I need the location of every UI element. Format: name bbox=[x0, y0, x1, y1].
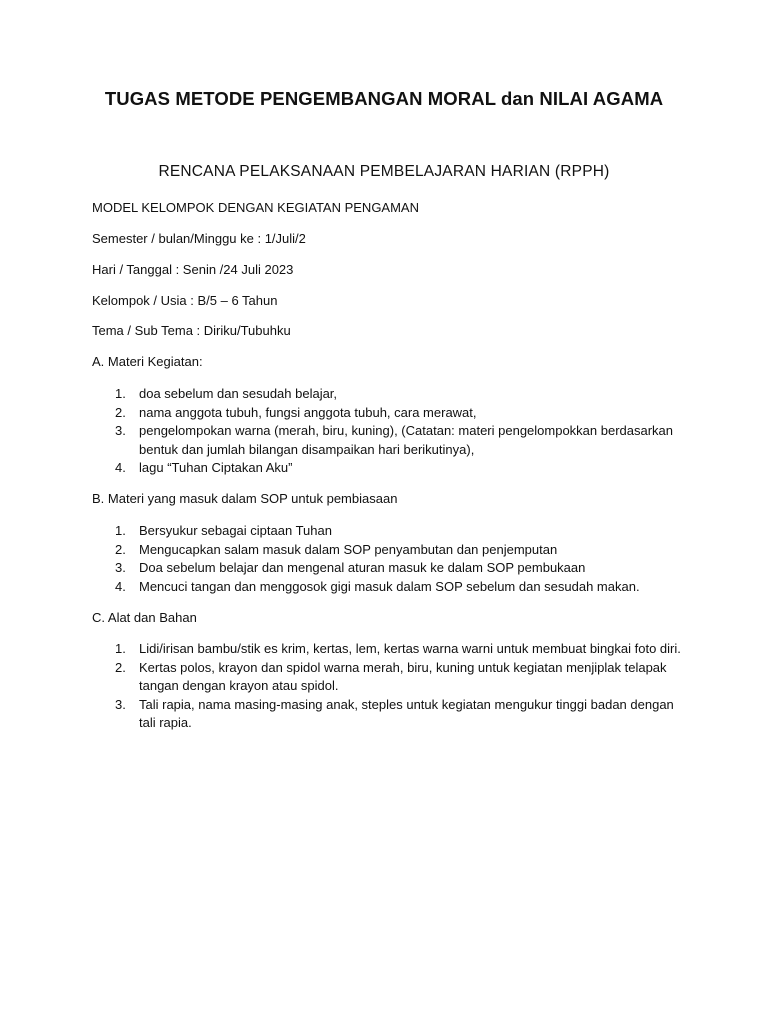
list-item bbox=[92, 459, 682, 478]
list-item bbox=[92, 559, 682, 578]
list-item-text: nama anggota tubuh, fungsi anggota tubuh, cara merawat, bbox=[139, 404, 477, 420]
list-item-text: Mengucapkan salam masuk dalam SOP penyambutan dan penjemputan bbox=[139, 541, 558, 557]
section-c-heading: C. Alat dan Bahan bbox=[92, 610, 197, 625]
document-title: TUGAS METODE PENGEMBANGAN MORAL dan NILAI AGAMA bbox=[104, 88, 664, 109]
list-item bbox=[92, 422, 682, 459]
list-item-number: 4. bbox=[115, 460, 126, 476]
list-item-text: pengelompokan warna (merah, biru, kuning), (Catatan: materi pengelompokkan berdasarkan bentuk dan jumlah bilangan disampaikan hari berikutinya), bbox=[139, 423, 674, 457]
list-item-number: 3. bbox=[115, 560, 126, 576]
list-item bbox=[92, 404, 682, 423]
list-item-number: 2. bbox=[115, 659, 126, 675]
list-item-text: doa sebelum dan sesudah belajar, bbox=[139, 386, 338, 401]
list-item-number: 2. bbox=[115, 541, 126, 557]
theme-line: Tema / Sub Tema : Diriku/Tubuhku bbox=[92, 323, 291, 338]
section-c-list bbox=[92, 640, 682, 733]
list-item-number: 1. bbox=[115, 641, 126, 656]
group-line: Kelompok / Usia : B/5 – 6 Tahun bbox=[92, 293, 278, 308]
list-item bbox=[92, 522, 682, 541]
list-item-number: 4. bbox=[115, 578, 126, 594]
list-item-text: Kertas polos, krayon dan spidol warna merah, biru, kuning untuk kegiatan menjiplak telapak tangan dengan krayon atau spidol. bbox=[139, 659, 667, 694]
list-item bbox=[92, 578, 682, 597]
list-item-text: Mencuci tangan dan menggosok gigi masuk dalam SOP sebelum dan sesudah makan. bbox=[139, 578, 640, 594]
list-item bbox=[92, 696, 682, 733]
section-a-list bbox=[92, 385, 682, 478]
document-subtitle: RENCANA PELAKSANAAN PEMBELAJARAN HARIAN (RPPH) bbox=[158, 163, 610, 180]
list-item-text: lagu “Tuhan Ciptakan Aku” bbox=[139, 460, 293, 476]
list-item-text: Tali rapia, nama masing-masing anak, steples untuk kegiatan mengukur tinggi badan dengan tali rapia. bbox=[139, 696, 674, 731]
list-item-number: 1. bbox=[115, 523, 126, 538]
section-a-heading: A. Materi Kegiatan: bbox=[92, 354, 203, 369]
list-item-text: Doa sebelum belajar dan mengenal aturan masuk ke dalam SOP pembukaan bbox=[139, 560, 586, 576]
list-item-number: 3. bbox=[115, 696, 126, 712]
list-item-number: 2. bbox=[115, 404, 126, 420]
list-item bbox=[92, 640, 682, 659]
list-item-text: Lidi/irisan bambu/stik es krim, kertas, lem, kertas warna warni untuk membuat bingkai foto diri. bbox=[139, 641, 681, 656]
list-item-text: Bersyukur sebagai ciptaan Tuhan bbox=[139, 523, 332, 538]
model-line: MODEL KELOMPOK DENGAN KEGIATAN PENGAMAN bbox=[92, 200, 419, 215]
date-line: Hari / Tanggal : Senin /24 Juli 2023 bbox=[92, 262, 294, 277]
list-item bbox=[92, 385, 682, 404]
list-item-number: 3. bbox=[115, 423, 126, 439]
list-item-number: 1. bbox=[115, 386, 126, 401]
list-item bbox=[92, 659, 682, 696]
section-b-list bbox=[92, 522, 682, 596]
section-b-heading: B. Materi yang masuk dalam SOP untuk pembiasaan bbox=[92, 491, 398, 506]
list-item bbox=[92, 541, 682, 560]
semester-line: Semester / bulan/Minggu ke : 1/Juli/2 bbox=[92, 231, 306, 246]
